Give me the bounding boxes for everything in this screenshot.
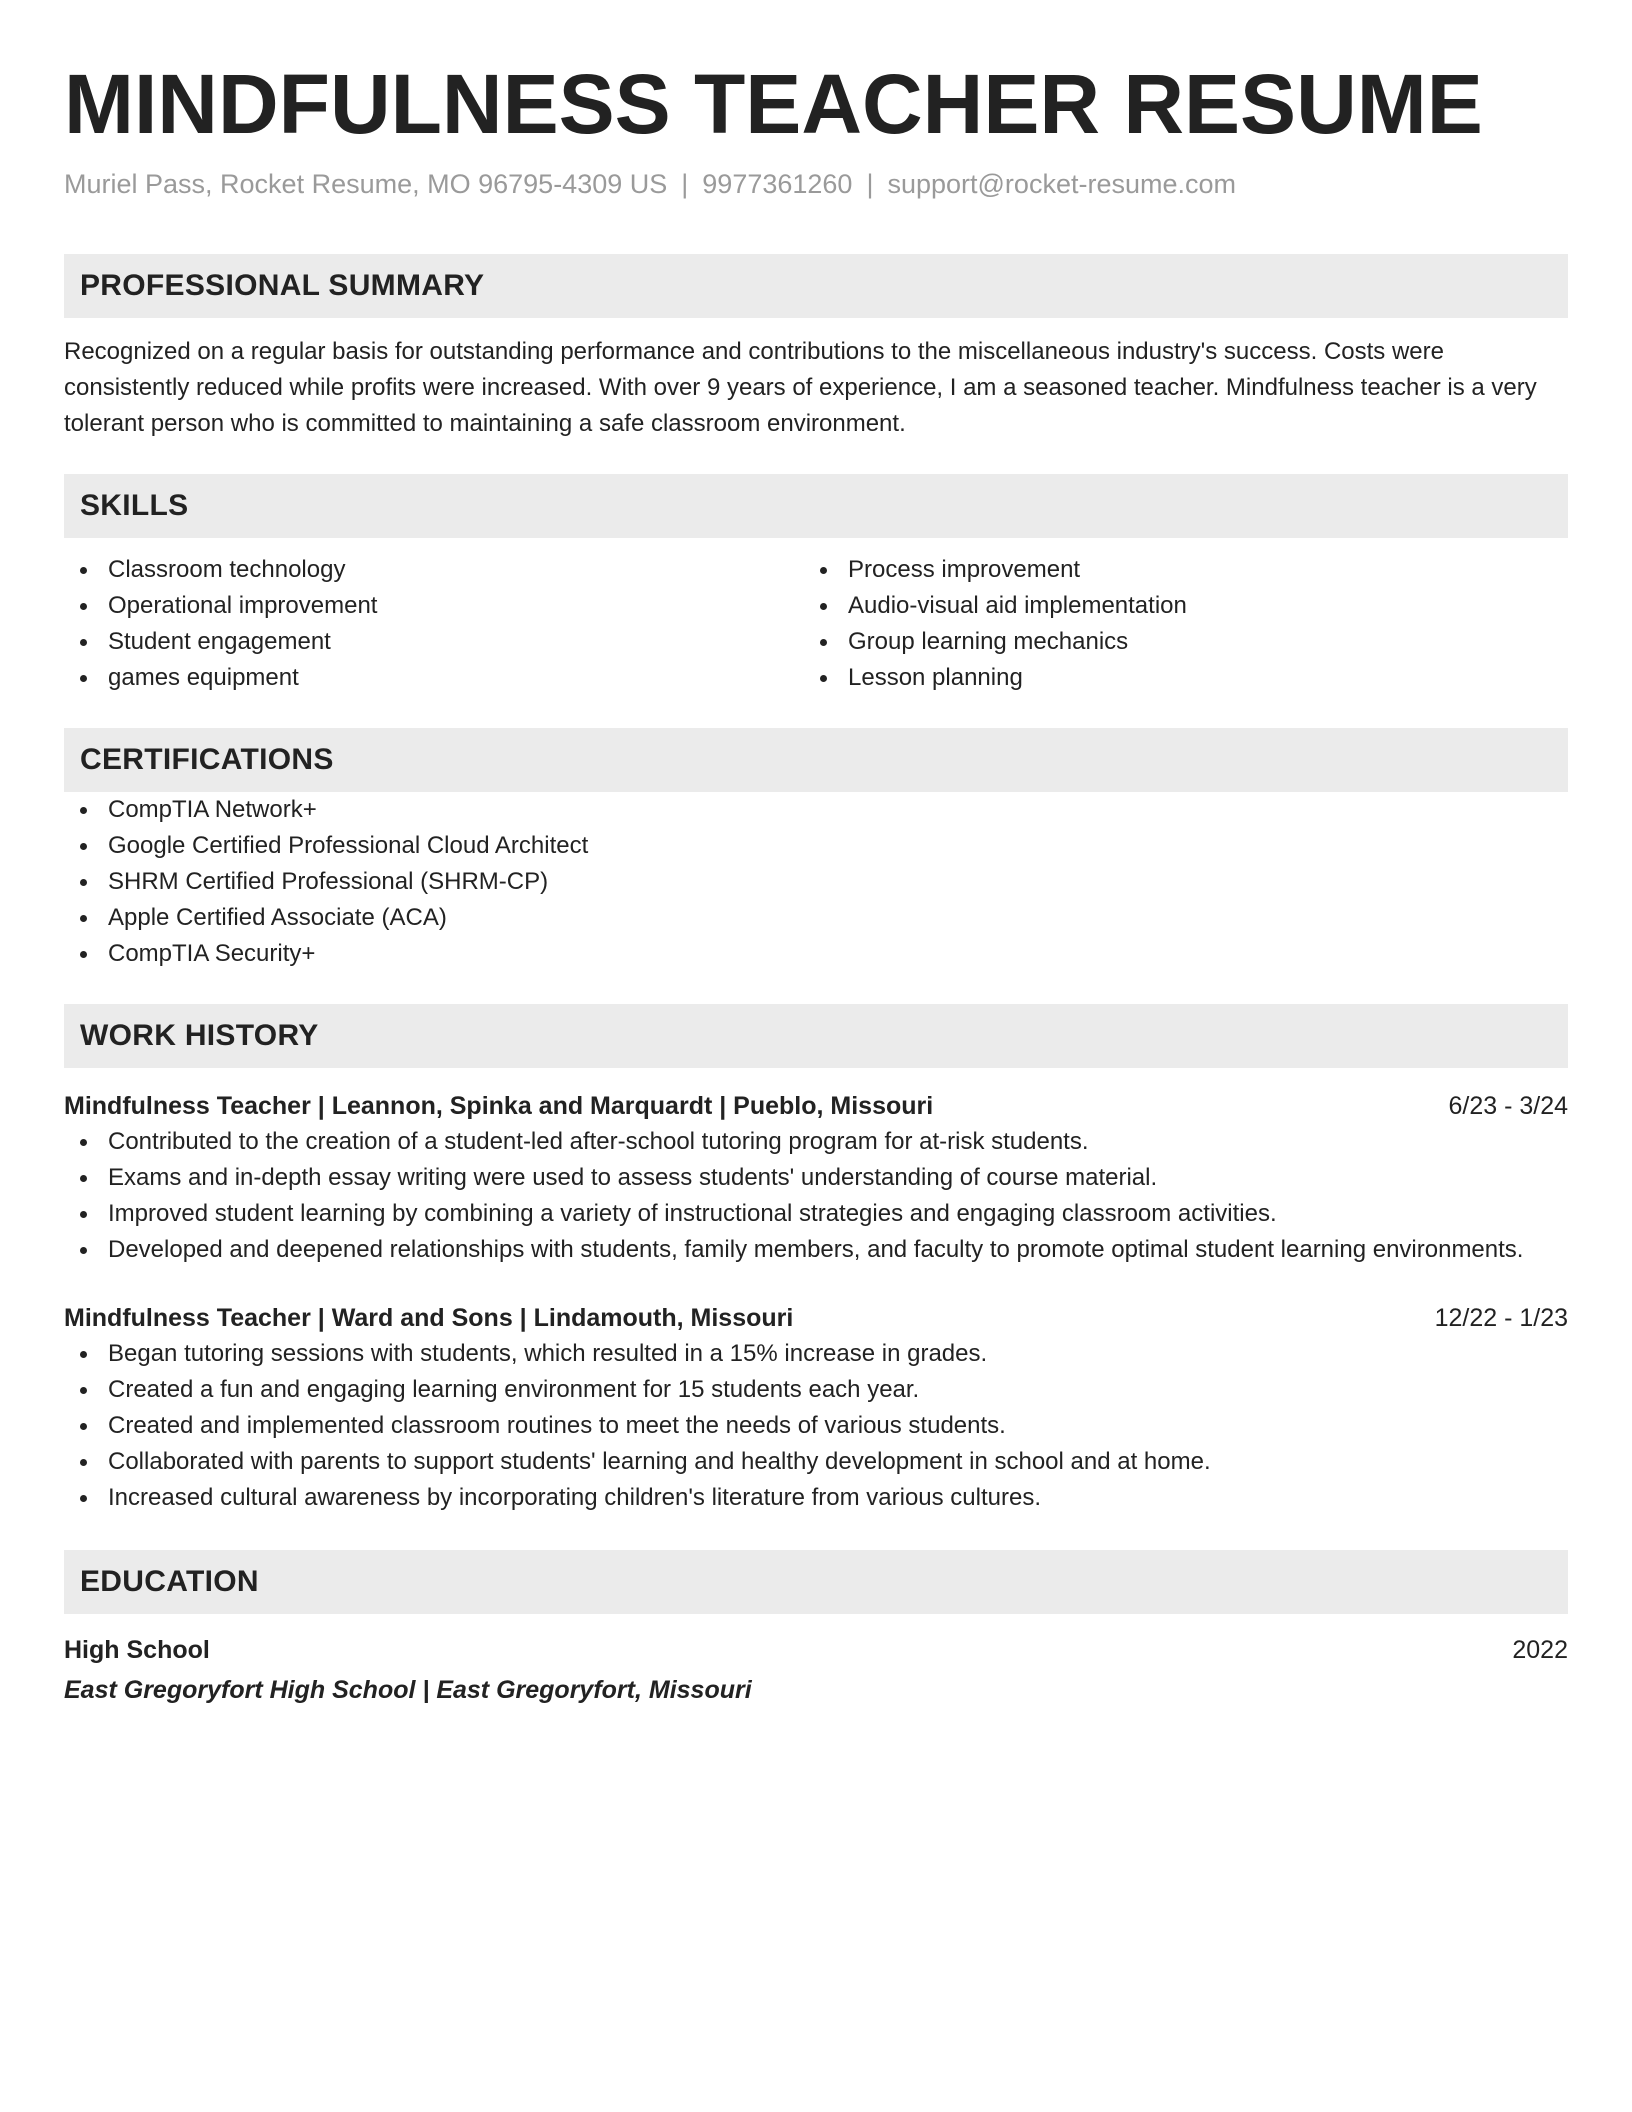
resume-title: MINDFULNESS TEACHER RESUME	[64, 57, 1483, 151]
skills-column-right	[804, 552, 1544, 696]
education-year: 2022	[1512, 1636, 1568, 1664]
certification-item: Apple Certified Associate (ACA)	[64, 900, 1568, 936]
job-dates: 6/23 - 3/24	[1448, 1092, 1568, 1120]
contact-address: Muriel Pass, Rocket Resume, MO 96795-4309 US	[64, 169, 668, 199]
skill-item: games equipment	[64, 660, 804, 696]
education-degree: High School	[64, 1636, 210, 1664]
job-header	[64, 1088, 1568, 1124]
job-entry	[64, 1088, 1568, 1268]
skills-columns	[64, 552, 1568, 696]
contact-separator: |	[681, 169, 689, 199]
skills-section	[64, 474, 1568, 696]
skills-column-left	[64, 552, 804, 696]
job-bullet: Contributed to the creation of a student-led after-school tutoring program for at-risk students.	[64, 1124, 1568, 1160]
work-history-section	[64, 1004, 1568, 1516]
certification-item: Google Certified Professional Cloud Architect	[64, 828, 1568, 864]
certification-item: CompTIA Security+	[64, 936, 1568, 972]
skill-item: Student engagement	[64, 624, 804, 660]
skill-item: Audio-visual aid implementation	[804, 588, 1544, 624]
certifications-section	[64, 728, 1568, 972]
skill-item: Process improvement	[804, 552, 1544, 588]
skills-heading: SKILLS	[64, 474, 1568, 538]
job-title: Mindfulness Teacher | Ward and Sons | Lindamouth, Missouri	[64, 1304, 794, 1332]
certifications-heading: CERTIFICATIONS	[64, 728, 1568, 792]
certifications-list	[64, 792, 1568, 972]
job-bullet: Improved student learning by combining a variety of instructional strategies and engaging classroom activities.	[64, 1196, 1568, 1232]
contact-separator: |	[866, 169, 874, 199]
work-history-heading: WORK HISTORY	[64, 1004, 1568, 1068]
education-school: East Gregoryfort High School | East Gregoryfort, Missouri	[64, 1676, 752, 1704]
education-heading: EDUCATION	[64, 1550, 1568, 1614]
certification-item: SHRM Certified Professional (SHRM-CP)	[64, 864, 1568, 900]
job-bullet: Increased cultural awareness by incorporating children's literature from various cultures.	[64, 1480, 1568, 1516]
job-entry	[64, 1300, 1568, 1516]
job-bullet: Collaborated with parents to support students' learning and healthy development in school and at home.	[64, 1444, 1568, 1480]
job-bullets	[64, 1124, 1568, 1268]
job-bullet: Created and implemented classroom routines to meet the needs of various students.	[64, 1408, 1568, 1444]
skill-item: Group learning mechanics	[804, 624, 1544, 660]
summary-heading: PROFESSIONAL SUMMARY	[64, 254, 1568, 318]
job-bullet: Developed and deepened relationships with students, family members, and faculty to promote optimal student learning environments.	[64, 1232, 1568, 1268]
job-header	[64, 1300, 1568, 1336]
contact-phone: 9977361260	[702, 169, 853, 199]
education-section	[64, 1550, 1568, 1708]
job-bullets	[64, 1336, 1568, 1516]
certification-item: CompTIA Network+	[64, 792, 1568, 828]
job-bullet: Exams and in-depth essay writing were used to assess students' understanding of course material.	[64, 1160, 1568, 1196]
skill-item: Lesson planning	[804, 660, 1544, 696]
summary-section	[64, 254, 1568, 442]
skill-item: Classroom technology	[64, 552, 804, 588]
skill-item: Operational improvement	[64, 588, 804, 624]
job-bullet: Began tutoring sessions with students, which resulted in a 15% increase in grades.	[64, 1336, 1568, 1372]
contact-email: support@rocket-resume.com	[887, 169, 1236, 199]
contact-line	[64, 164, 1568, 204]
education-header	[64, 1632, 1568, 1668]
job-title: Mindfulness Teacher | Leannon, Spinka and Marquardt | Pueblo, Missouri	[64, 1092, 934, 1120]
job-bullet: Created a fun and engaging learning environment for 15 students each year.	[64, 1372, 1568, 1408]
job-dates: 12/22 - 1/23	[1434, 1304, 1568, 1332]
summary-text: Recognized on a regular basis for outstanding performance and contributions to the miscellaneous industry's success. Costs were consistently reduced while profits were increased. With over 9 years of experience, I am a seasoned teacher. Mindfulness teacher is a very tolerant person who is committed to maintaining a safe classroom environment.	[64, 338, 1537, 437]
